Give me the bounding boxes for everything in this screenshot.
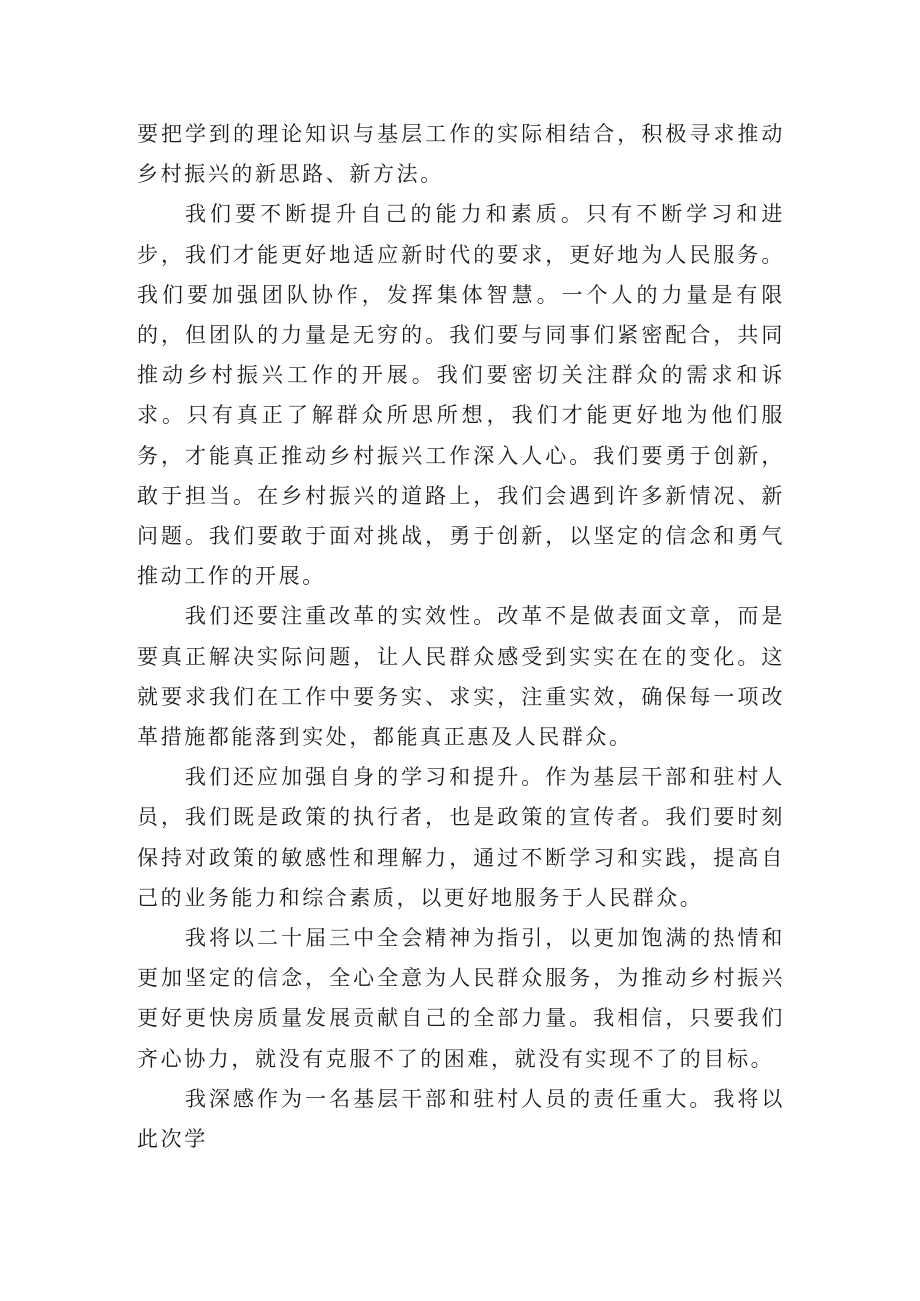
paragraph-reform-effectiveness: 我们还要注重改革的实效性。改革不是做表面文章，而是要真正解决实际问题，让人民群众感受到实实在在的变化。这就要求我们在工作中要务实、求实，注重实效，确保每一项改革措施都能落到实处，都能真正惠及人民群众。 — [137, 604, 785, 750]
paragraph-ability-and-quality: 我们要不断提升自己的能力和素质。只有不断学习和进步，我们才能更好地适应新时代的要求，更好地为人民服务。我们要加强团队协作，发挥集体智慧。一个人的力量是有限的，但团队的力量是无穷的。我们要与同事们紧密配合，共同推动乡村振兴工作的开展。我们要密切关注群众的需求和诉求。只有真正了解群众所思所想，我们才能更好地为他们服务，才能真正推动乡村振兴工作深入人心。我们要勇于创新，敢于担当。在乡村振兴的道路上，我们会遇到许多新情况、新问题。我们要敢于面对挑战，勇于创新，以坚定的信念和勇气推动工作的开展。 — [137, 202, 785, 589]
paragraph-self-study: 我们还应加强自身的学习和提升。作为基层干部和驻村人员，我们既是政策的执行者，也是政策的宣传者。我们要时刻保持对政策的敏感性和理解力，通过不断学习和实践，提高自己的业务能力和综合素质，以更好地服务于人民群众。 — [137, 765, 785, 910]
paragraph-commitment: 我将以二十届三中全会精神为指引，以更加饱满的热情和更加坚定的信念，全心全意为人民群众服务，为推动乡村振兴更好更快房质量发展贡献自己的全部力量。我相信，只要我们齐心协力，就没有克服不了的困难，就没有实现不了的目标。 — [137, 926, 785, 1071]
paragraph-continuation: 要把学到的理论知识与基层工作的实际相结合，积极寻求推动乡村振兴的新思路、新方法。 — [137, 122, 785, 187]
document-page — [137, 114, 785, 1159]
paragraph-responsibility: 我深感作为一名基层干部和驻村人员的责任重大。我将以此次学 — [137, 1086, 785, 1152]
